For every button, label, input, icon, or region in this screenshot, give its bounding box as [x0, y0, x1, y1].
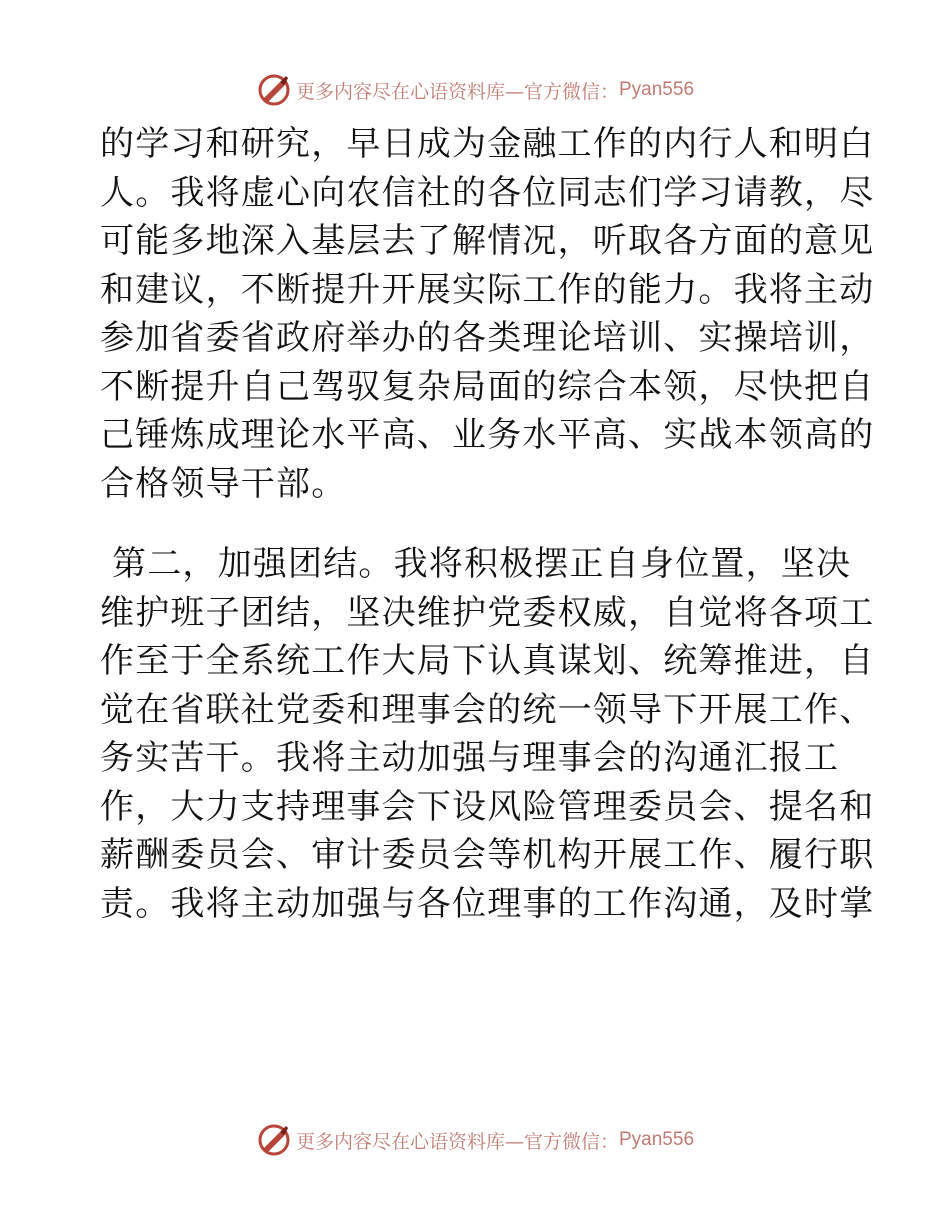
- text-line: 的学习和研究，早日成为金融工作的内行人和明白: [100, 124, 875, 164]
- watermark-wechat-id: Pyan556: [619, 79, 695, 100]
- text-line: 薪酬委员会、审计委员会等机构开展工作、履行职: [100, 835, 875, 875]
- paragraph-gap: [100, 508, 860, 540]
- text-line: 参加省委省政府举办的各类理论培训、实操培训，: [100, 318, 875, 358]
- text-line: 第二，加强团结。我将积极摆正自身位置，坚决: [100, 544, 852, 584]
- text-line: 觉在省联社党委和理事会的统一领导下开展工作、: [100, 689, 875, 730]
- text-line: 维护班子团结，坚决维护党委权威，自觉将各项工: [100, 592, 875, 633]
- pen-logo-icon: [256, 72, 292, 108]
- text-line: 务实苦干。我将主动加强与理事会的沟通汇报工: [100, 738, 840, 778]
- document-body: [100, 120, 875, 928]
- text-line: 人。我将虚心向农信社的各位同志们学习请教，尽: [100, 172, 875, 213]
- paragraph-1: [100, 120, 875, 508]
- text-line: 不断提升自己驾驭复杂局面的综合本领，尽快把自: [100, 366, 875, 407]
- watermark-text: 更多内容尽在心语资料库—官方微信：: [295, 1130, 619, 1153]
- footer-watermark: [0, 1120, 950, 1160]
- text-line: 责。我将主动加强与各位理事的工作沟通，及时掌: [100, 883, 875, 924]
- pen-logo-icon: [256, 1122, 292, 1158]
- text-line: 合格领导干部。: [100, 463, 347, 504]
- text-line: 作，大力支持理事会下设风险管理委员会、提名和: [100, 786, 875, 827]
- watermark-text: 更多内容尽在心语资料库—官方微信：: [295, 80, 619, 103]
- text-line: 和建议，不断提升开展实际工作的能力。我将主动: [100, 269, 875, 310]
- paragraph-2: [100, 540, 875, 928]
- watermark-wechat-id: Pyan556: [619, 1129, 695, 1150]
- text-line: 己锤炼成理论水平高、业务水平高、实战本领高的: [100, 415, 875, 455]
- text-line: 可能多地深入基层去了解情况，听取各方面的意见: [100, 221, 875, 261]
- header-watermark: [0, 70, 950, 110]
- text-line: 作至于全系统工作大局下认真谋划、统筹推进，自: [100, 641, 875, 681]
